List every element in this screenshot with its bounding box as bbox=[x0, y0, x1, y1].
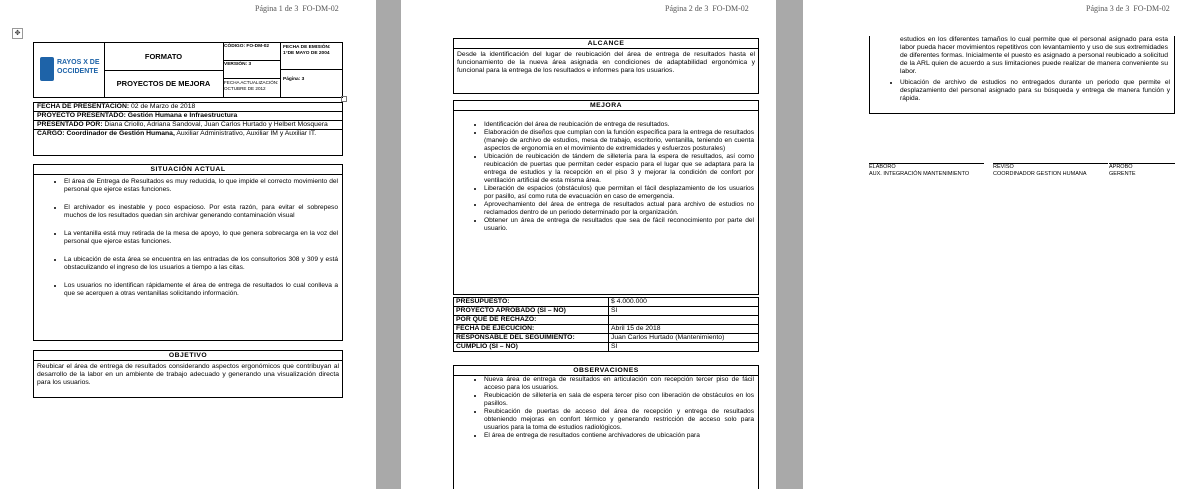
presentation-date-row: FECHA DE PRESENTACIÓN: 02 de Marzo de 2018 bbox=[34, 103, 342, 112]
table-row-label: CUMPLIÓ (SI – NO) bbox=[454, 343, 609, 352]
format-header bbox=[33, 42, 343, 98]
format-label: FORMATO bbox=[104, 43, 224, 71]
table-row-label: PRESUPUESTO: bbox=[454, 298, 609, 307]
page-3-header: Página 3 de 3 FO-DM-02 bbox=[1086, 4, 1170, 13]
move-handle-icon[interactable]: ✥ bbox=[12, 28, 23, 39]
page-1 bbox=[0, 0, 376, 489]
observations-section bbox=[453, 365, 759, 489]
improvement-title: MEJORA bbox=[454, 101, 758, 111]
list-item: • Identificación del área de reubicación de entrega de resultados. bbox=[484, 121, 754, 129]
table-row bbox=[454, 334, 759, 343]
signature-role: AUX. INTEGRACIÓN MANTENIMIENTO bbox=[869, 170, 970, 177]
objective-section bbox=[33, 350, 343, 398]
signature-block bbox=[1109, 163, 1175, 177]
list-item: • Los usuarios no identifican rápidamente el área de entrega de resultados lo cual conlleva a que se acerquen a otras ventanillas solicitando información. bbox=[64, 282, 338, 298]
list-item: • Reubicación de puertas de acceso del área de recepción y entrega de resultados obteniendo mejoras en confort térmico y generando restricción de acceso solo para usuarios para la toma de estudios radiológicos. bbox=[484, 408, 754, 432]
logo-text-line1: RAYOS X DE bbox=[57, 59, 100, 66]
list-item: • Reubicación de silletería en sala de espera tercer piso con liberación de obstáculos en los pasillos. bbox=[484, 392, 754, 408]
logo bbox=[34, 43, 105, 97]
list-item: • El archivador es inestable y poco espacioso. Por esta razón, para evitar el sobrepeso muchos de los resultados quedan sin archivar generando contaminación visual bbox=[64, 204, 338, 220]
improvement-section bbox=[453, 100, 759, 295]
table-row-value bbox=[609, 316, 759, 325]
scope-section bbox=[453, 38, 759, 94]
table-row-value: $ 4.000.000 bbox=[609, 298, 759, 307]
page-2-header: Página 2 de 3 FO-DM-02 bbox=[665, 4, 749, 13]
list-item: • Nueva área de entrega de resultados en articulación con recepción tercer piso de fácil acceso para los usuarios. bbox=[484, 376, 754, 392]
list-item: • La ubicación de esta área se encuentra en las entradas de los consultorios 308 y 309 y está obstaculizando el ingreso de los usuarios a tiempo a las citas. bbox=[64, 256, 338, 272]
document-title: PROYECTOS DE MEJORA bbox=[104, 70, 224, 97]
page-3 bbox=[803, 0, 1194, 489]
signature-label: ELABORO bbox=[869, 164, 896, 170]
signature-label: APROBO bbox=[1109, 164, 1133, 170]
table-row bbox=[454, 316, 759, 325]
list-item: • Aprovechamiento del área de entrega de resultados actual para archivo de estudios no reclamados dentro de un periodo determinado por la organización. bbox=[484, 201, 754, 217]
role-row: CARGO: Coordinador de Gestión Humana, Auxiliar Administrativo, Auxiliar IM y Auxiliar IT. bbox=[37, 130, 317, 137]
list-item: • Obtener un área de entrega de resultados que sea de fácil reconocimiento por parte del usuario. bbox=[484, 217, 754, 233]
table-row bbox=[454, 325, 759, 334]
list-item: • El área de Entrega de Resultados es muy reducida, lo que impide el correcto movimiento del personal que ejerce estas funciones. bbox=[64, 178, 338, 194]
page-1-header: Página 1 de 3 FO-DM-02 bbox=[255, 4, 339, 13]
table-row-value: SI bbox=[609, 307, 759, 316]
page-2 bbox=[401, 0, 776, 489]
version-cell: VERSIÓN: 3 bbox=[223, 61, 281, 79]
signature-block bbox=[869, 163, 984, 177]
observations-continued-text: estudios en los diferentes tamaños lo cual permite que el personal asignado para esta labor pueda hacer movimientos repetitivos con levantamiento y uso de sus extremidades de diferentes formas. Inicialmente el puesto es asignado a personal reubicado a solicitud de la ARL quien de acuerdo a sus limitaciones puede realizar de manera conveniente su labor. bbox=[900, 36, 1168, 75]
logo-mark-icon bbox=[40, 57, 54, 81]
list-item: • Ubicación de archivo de estudios no entregados durante un periodo que permite el desplazamiento del personal asignado para su búsqueda y entrega de manera función y rápida. bbox=[900, 79, 1170, 103]
signature-block bbox=[993, 163, 1108, 177]
table-row-label: FECHA DE EJECUCIÓN: bbox=[454, 325, 609, 334]
objective-text: Reubicar el área de entrega de resultados considerando aspectos ergonómicos que contribuyan al desarrollo de la labor en un ambiente de trabajo adecuado y generando una visualización directa para los usuarios. bbox=[37, 363, 339, 386]
list-item: • Liberación de espacios (obstáculos) que permitan el fácil desplazamiento de los usuarios por pasillo, así como ruta de evacuación en caso de emergencia. bbox=[484, 185, 754, 201]
page-cell: Página: 3 bbox=[283, 77, 305, 82]
signature-role: COORDINADOR GESTION HUMANA bbox=[993, 170, 1087, 177]
table-row-label: POR QUÉ DE RECHAZO: bbox=[454, 316, 609, 325]
list-item: • Ubicación de reubicación de tándem de silletería para la espera de resultados, así como reubicación de puertas que permitan ceder espacio para el lugar que se adaptara para la entrega de estudios y la recepción en el piso 3 y mejorar la condición de confort por ventilación artificial de esta misma área. bbox=[484, 153, 754, 185]
table-row bbox=[454, 307, 759, 316]
project-status-table bbox=[453, 297, 759, 352]
update-cell: FECHA ACTUALIZACIÓN: OCTUBRE DE 2012 bbox=[223, 79, 281, 97]
observations-title: OBSERVACIONES bbox=[454, 366, 758, 376]
signature-label: REVISO bbox=[993, 164, 1014, 170]
code-cell: CÓDIGO: FO-DM-02 bbox=[223, 43, 281, 61]
signature-role: GERENTE bbox=[1109, 170, 1136, 177]
table-row bbox=[454, 298, 759, 307]
observations-continued-list bbox=[870, 76, 1174, 103]
table-row bbox=[454, 343, 759, 352]
table-row-value: Juan Carlos Hurtado (Mantenimiento) bbox=[609, 334, 759, 343]
table-row-value: SI bbox=[609, 343, 759, 352]
current-situation-title: SITUACIÓN ACTUAL bbox=[34, 165, 342, 175]
current-situation-list bbox=[34, 178, 342, 298]
list-item: • Elaboración de diseños que cumplan con la función específica para la entrega de resultados (manejo de archivo de estudios, mesa de trabajo, escritorio, ventanilla, teniendo en cuenta aspectos de ergonomía en el movimiento de extremidades y esfuerzos posturales) bbox=[484, 129, 754, 153]
list-item: • La ventanilla está muy retirada de la mesa de apoyo, lo que genera sobrecarga en la voz del personal que ejerce estas funciones. bbox=[64, 230, 338, 246]
observations-continued bbox=[869, 36, 1175, 114]
current-situation-section bbox=[33, 164, 343, 341]
observations-list bbox=[454, 376, 758, 440]
emission-cell: FECHA DE EMISIÓN: 1°DE MAYO DE 2004 bbox=[281, 43, 342, 70]
objective-title: OBJETIVO bbox=[34, 351, 342, 361]
presented-by-row: PRESENTADO POR: Diana Criollo, Adriana Sandoval, Juan Carlos Hurtado y Helbert Mosquera bbox=[34, 121, 342, 130]
scope-text: Desde la identificación del lugar de reubicación del área de entrega de resultados hasta el funcionamiento de la nueva área asignada en condiciones de adaptabilidad ergonómica y funcional para la entrega de los resultados e informes para los usuarios. bbox=[457, 51, 755, 74]
improvement-list bbox=[454, 111, 758, 233]
project-row: PROYECTO PRESENTADO: Gestión Humana e Infraestructura bbox=[34, 112, 342, 121]
project-info bbox=[33, 102, 343, 156]
table-row-value: Abril 15 de 2018 bbox=[609, 325, 759, 334]
list-item: • El área de entrega de resultados contiene archivadores de ubicación para bbox=[484, 432, 754, 440]
table-row-label: RESPONSABLE DEL SEGUIMIENTO: bbox=[454, 334, 609, 343]
logo-text-line2: OCCIDENTE bbox=[57, 68, 99, 75]
scope-title: ALCANCE bbox=[454, 39, 758, 49]
table-row-label: PROYECTO APROBADO (SI – NO) bbox=[454, 307, 609, 316]
